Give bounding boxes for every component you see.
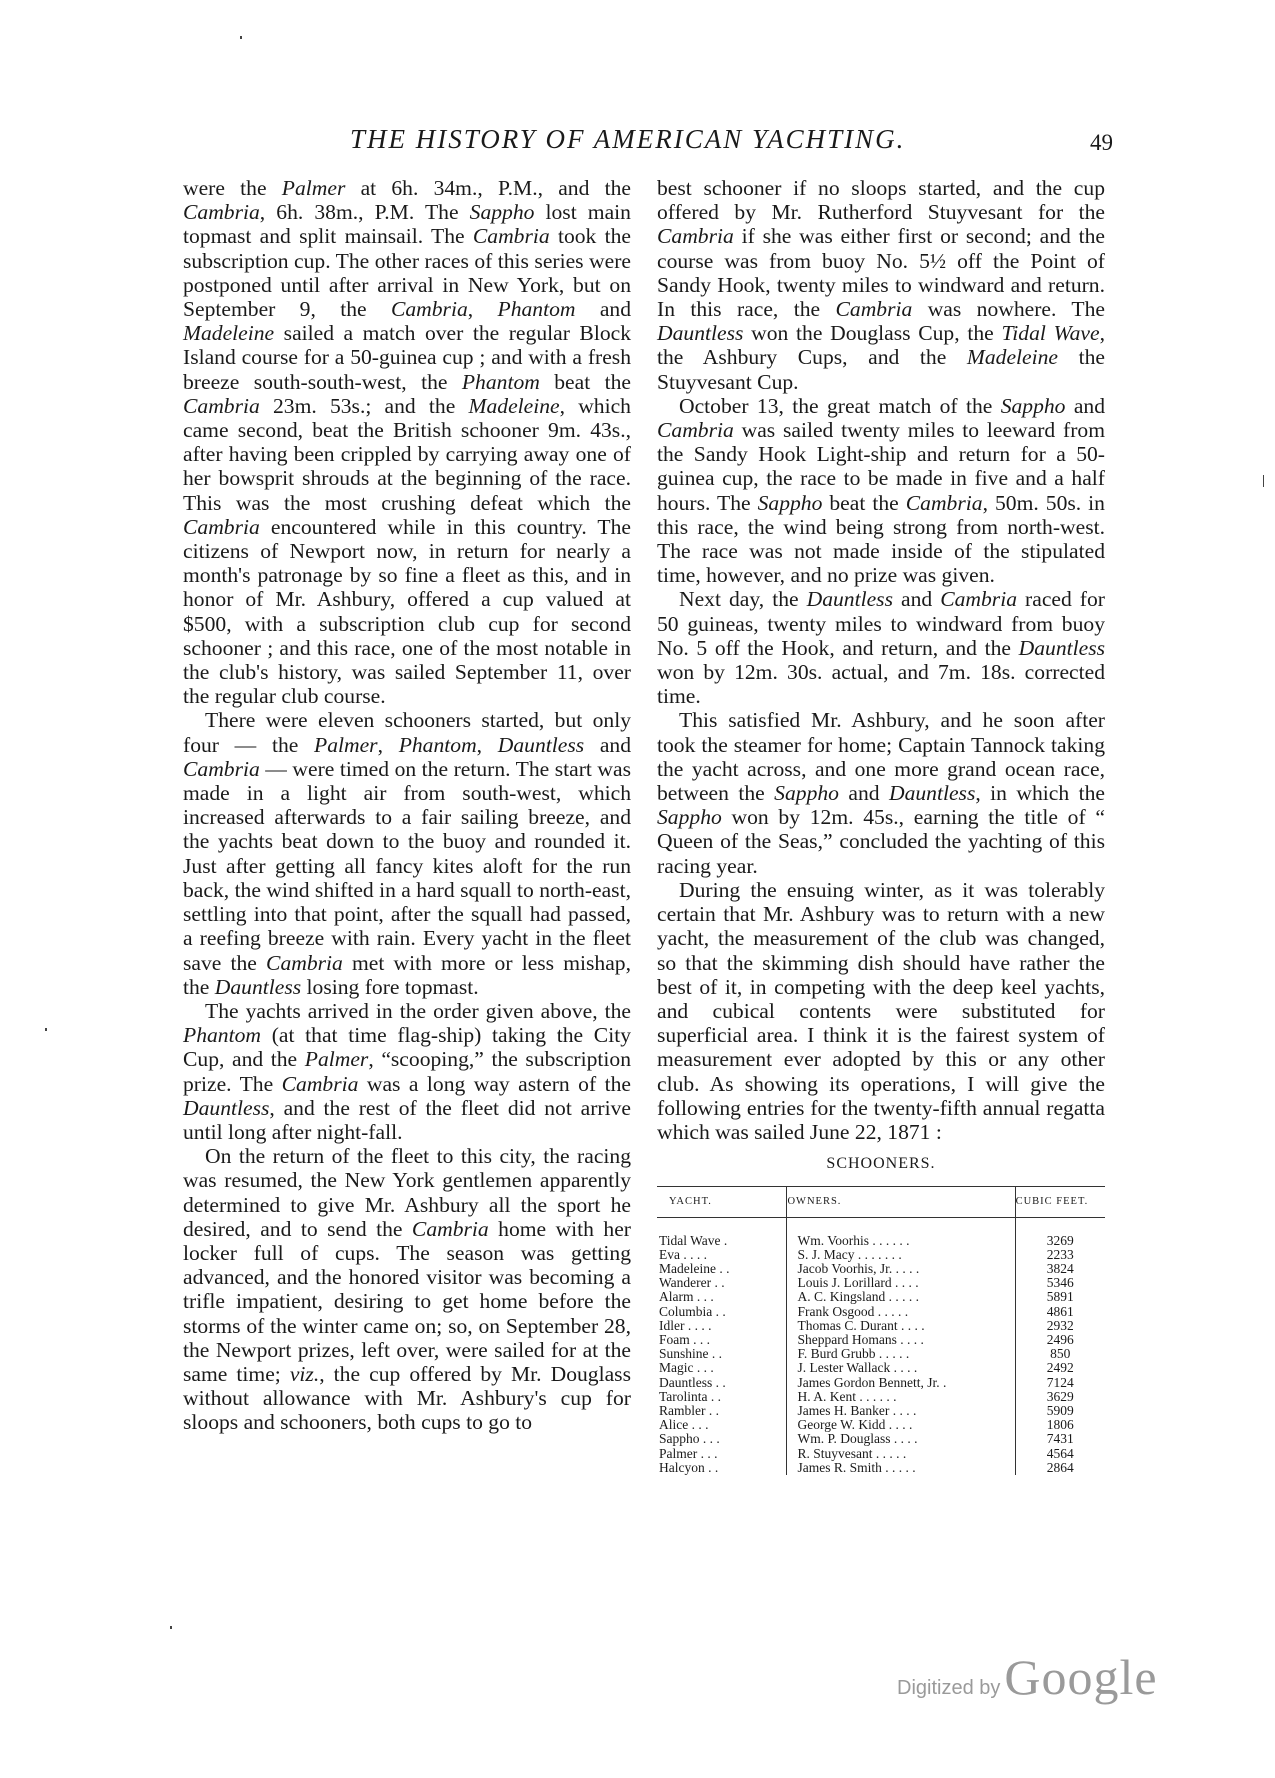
owner-cell: James Gordon Bennett, Jr. . — [787, 1376, 1015, 1390]
table-row — [657, 1376, 1105, 1390]
table-row — [657, 1404, 1105, 1418]
owner-cell: James H. Banker . . . . — [787, 1404, 1015, 1418]
page-number: 49 — [1090, 130, 1113, 155]
table-row — [657, 1276, 1105, 1290]
table-header-row — [657, 1187, 1105, 1217]
watermark-prefix: Digitized by — [897, 1677, 1001, 1699]
cubic-feet-cell: 2932 — [1015, 1319, 1105, 1333]
table-body — [657, 1217, 1105, 1475]
scan-speck — [240, 36, 242, 39]
owner-cell: George W. Kidd . . . . — [787, 1418, 1015, 1432]
cubic-feet-cell: 2496 — [1015, 1333, 1105, 1347]
table-row — [657, 1390, 1105, 1404]
owner-cell: Wm. P. Douglass . . . . — [787, 1432, 1015, 1446]
yacht-name-cell: Tarolinta . . — [659, 1388, 722, 1404]
cubic-feet-cell: 2864 — [1015, 1461, 1105, 1475]
cubic-feet-cell: 3269 — [1015, 1217, 1105, 1248]
table-row — [657, 1290, 1105, 1304]
table-row — [657, 1248, 1105, 1262]
owner-cell: Thomas C. Durant . . . . — [787, 1319, 1015, 1333]
yacht-name-cell: Eva . . . . — [659, 1246, 707, 1262]
paragraph: Next day, the Dauntless and Cambria raced for 50 guineas, twenty miles to windward from buoy No. 5 off the Hook, and return, and the Dauntless won by 12m. 30s. actual, and 7m. 18s. corrected time. — [657, 587, 1105, 709]
table-row — [657, 1262, 1105, 1276]
yacht-name-cell: Sappho . . . — [659, 1431, 720, 1447]
paragraph: best schooner if no sloops started, and the cup offered by Mr. Rutherford Stuyvesant for the Cambria if she was either first or second; and the course was from buoy No. 5½ off the Point of Sandy Hook, twenty miles to windward and return. In this race, the Cambria was nowhere. The Dauntless won the Douglass Cup, the Tidal Wave, the Ashbury Cups, and the Madeleine the Stuyvesant Cup. — [657, 176, 1106, 394]
yacht-name-cell: Sunshine . . — [659, 1346, 723, 1362]
cubic-feet-cell: 3824 — [1015, 1262, 1105, 1276]
paragraph: were the Palmer at 6h. 34m., P.M., and the Cambria, 6h. 38m., P.M. The Sappho lost main topmast and split mainsail. The Cambria took the subscription cup. The other races of this series were postponed until after arrival in New York, but on September 9, the Cambria, Phantom and Madeleine sailed a match over the regular Block Island course for a 50-guinea cup ; and with a fresh breeze south-south-west, the Phantom beat the Cambria 23m. 53s.; and the Madeleine, which came second, beat the British schooner 9m. 43s., after having been crippled by carrying away one of her bowsprit shrouds at the beginning of the race. This was the most crushing defeat which the Cambria encountered while in this country. The citizens of Newport now, in return for nearly a month's patronage by so fine a fleet as this, and in honor of Mr. Ashbury, offered a cup valued at $500, with a subscription club cup for second schooner ; and this race, one of the most notable in the club's history, was sailed September 11, over the regular club course. — [183, 176, 632, 709]
table-caption: SCHOONERS. — [826, 1155, 936, 1173]
owner-cell: H. A. Kent . . . . . . — [787, 1390, 1015, 1404]
table-row — [657, 1333, 1105, 1347]
cubic-feet-cell: 5346 — [1015, 1276, 1105, 1290]
column-header-cubic-feet: CUBIC FEET. — [1015, 1187, 1105, 1217]
yacht-name-cell: Madeleine . . — [659, 1260, 730, 1276]
owner-cell: Wm. Voorhis . . . . . . — [787, 1217, 1015, 1248]
left-column — [183, 176, 631, 1435]
owner-cell: R. Stuyvesant . . . . . — [787, 1447, 1015, 1461]
right-column — [657, 176, 1105, 1475]
cubic-feet-cell: 2492 — [1015, 1361, 1105, 1375]
yacht-name-cell: Alice . . . — [659, 1417, 709, 1433]
owner-cell: Jacob Voorhis, Jr. . . . . — [787, 1262, 1015, 1276]
cubic-feet-cell: 4861 — [1015, 1305, 1105, 1319]
owner-cell: James R. Smith . . . . . — [787, 1461, 1015, 1475]
cubic-feet-cell: 5891 — [1015, 1290, 1105, 1304]
table-row — [657, 1461, 1105, 1475]
table-row — [657, 1418, 1105, 1432]
yacht-name-cell: Dauntless . . — [659, 1374, 726, 1390]
yacht-name-cell: Foam . . . — [659, 1331, 711, 1347]
schooners-table — [657, 1186, 1105, 1475]
scan-speck — [45, 1028, 47, 1031]
yacht-name-cell: Rambler . . — [659, 1402, 719, 1418]
owner-cell: Sheppard Homans . . . . — [787, 1333, 1015, 1347]
yacht-name-cell: Magic . . . — [659, 1360, 714, 1376]
paragraph: The yachts arrived in the order given above, the Phantom (at that time flag-ship) taking the City Cup, and the Palmer, “scooping,” the subscription prize. The Cambria was a long way astern of the Dauntless, and the rest of the fleet did not arrive until long after night-fall. — [183, 998, 631, 1144]
owner-cell: J. Lester Wallack . . . . — [787, 1361, 1015, 1375]
owner-cell: F. Burd Grubb . . . . . — [787, 1347, 1015, 1361]
cubic-feet-cell: 5909 — [1015, 1404, 1105, 1418]
paragraph: During the ensuing winter, as it was tolerably certain that Mr. Ashbury was to return with a new yacht, the measurement of the club was changed, so that the skimming dish should have rather the best of it, in competing with the deep keel yachts, and cubical contents were substituted for superficial area. I think it is the fairest system of measurement ever adopted by this or any other club. As showing its operations, I will give the following entries for the twenty-fifth annual regatta which was sailed June 22, 1871 : — [657, 877, 1105, 1144]
yacht-name-cell: Palmer . . . — [659, 1445, 718, 1461]
digitized-watermark — [897, 1648, 1158, 1706]
paragraph: October 13, the great match of the Sappho and Cambria was sailed twenty miles to leeward from the Sandy Hook Light-ship and return for a 50-guinea cup, the race to be made in five and a half hours. The Sappho beat the Cambria, 50m. 50s. in this race, the wind being strong from north-west. The race was not made inside of the stipulated time, however, and no prize was given. — [657, 393, 1106, 588]
yacht-name-cell: Tidal Wave . — [659, 1232, 728, 1248]
owner-cell: Frank Osgood . . . . . — [787, 1305, 1015, 1319]
table-row — [657, 1319, 1105, 1333]
yacht-name-cell: Wanderer . . — [659, 1275, 725, 1291]
column-header-owners: OWNERS. — [787, 1187, 1015, 1217]
paragraph: There were eleven schooners started, but only four — the Palmer, Phantom, Dauntless and Cambria — were timed on the return. The start was made in a light air from south-west, which increased afterwards to a fair sailing breeze, and the yachts beat down to the buoy and rounded it. Just after getting all fancy kites aloft for the run back, the wind shifted in a hard squall to north-east, settling into that point, after the squall had passed, a reefing breeze with rain. Every yacht in the fleet save the Cambria met with more or less mishap, the Dauntless losing fore topmast. — [183, 708, 632, 999]
column-header-yacht: YACHT. — [657, 1187, 787, 1217]
table-row — [657, 1361, 1105, 1375]
yacht-name-cell: Halcyon . . — [659, 1459, 719, 1475]
cubic-feet-cell: 2233 — [1015, 1248, 1105, 1262]
yacht-name-cell: Columbia . . — [659, 1303, 726, 1319]
running-title: THE HISTORY OF AMERICAN YACHTING. — [350, 124, 906, 154]
table-row — [657, 1347, 1105, 1361]
table-row — [657, 1447, 1105, 1461]
yacht-name-cell: Alarm . . . — [659, 1289, 714, 1305]
cubic-feet-cell: 1806 — [1015, 1418, 1105, 1432]
cubic-feet-cell: 4564 — [1015, 1447, 1105, 1461]
owner-cell: A. C. Kingsland . . . . . — [787, 1290, 1015, 1304]
yacht-name-cell: Idler . . . . — [659, 1317, 712, 1333]
cubic-feet-cell: 3629 — [1015, 1390, 1105, 1404]
cubic-feet-cell: 7431 — [1015, 1432, 1105, 1446]
cubic-feet-cell: 850 — [1015, 1347, 1105, 1361]
table-row — [657, 1432, 1105, 1446]
watermark-brand: Google — [1004, 1649, 1158, 1705]
cubic-feet-cell: 7124 — [1015, 1376, 1105, 1390]
paragraph: On the return of the fleet to this city, the racing was resumed, the New York gentlemen apparently determined to give Mr. Ashbury all the sport he desired, and to send the Cambria home with her locker full of cups. The season was getting advanced, and the honored visitor was becoming a trifle impatient, desiring to get home before the storms of the winter came on; so, on September 28, the Newport prizes, left over, were sailed for at the same time; viz., the cup offered by Mr. Douglass without allowance with Mr. Ashbury's cup for sloops and schooners, both cups to go to — [183, 1144, 631, 1435]
scan-speck — [170, 1626, 172, 1629]
owner-cell: Louis J. Lorillard . . . . — [787, 1276, 1015, 1290]
paragraph: This satisfied Mr. Ashbury, and he soon after took the steamer for home; Captain Tannock taking the yacht across, and one more grand ocean race, between the Sappho and Dauntless, in which the Sappho won by 12m. 45s., earning the title of “ Queen of the Seas,” concluded the yachting of this racing year. — [657, 708, 1105, 878]
scan-speck — [1263, 475, 1264, 487]
owner-cell: S. J. Macy . . . . . . . — [787, 1248, 1015, 1262]
table-row — [657, 1305, 1105, 1319]
table-row — [657, 1217, 1105, 1248]
